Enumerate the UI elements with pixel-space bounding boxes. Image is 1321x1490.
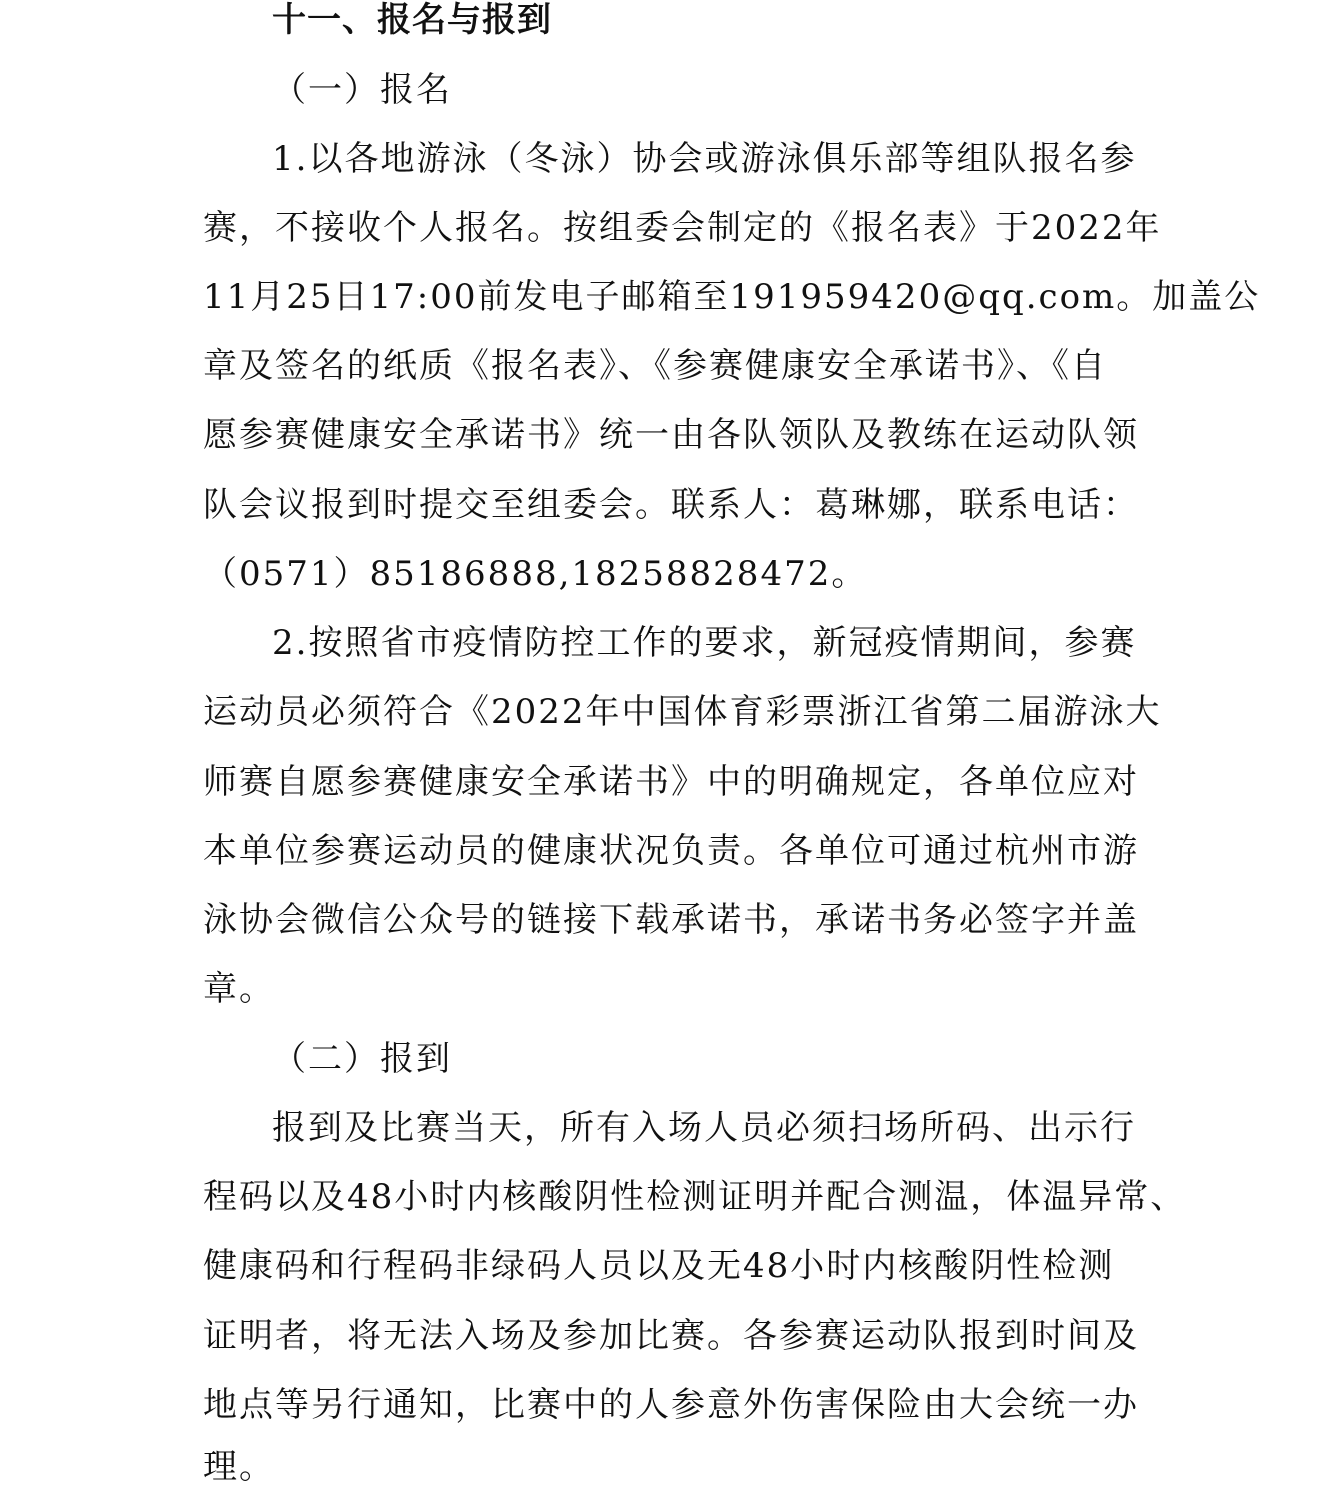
paragraph-line: 1.以各地游泳（冬泳）协会或游泳俱乐部等组队报名参 — [272, 139, 1137, 179]
paragraph-line: 本单位参赛运动员的健康状况负责。各单位可通过杭州市游 — [203, 831, 1139, 871]
paragraph-line: 报到及比赛当天，所有入场人员必须扫场所码、出示行 — [272, 1108, 1136, 1148]
paragraph-line: 程码以及48小时内核酸阴性检测证明并配合测温，体温异常、 — [203, 1177, 1187, 1217]
paragraph-line: 泳协会微信公众号的链接下载承诺书，承诺书务必签字并盖 — [203, 900, 1139, 940]
paragraph-line: 证明者，将无法入场及参加比赛。各参赛运动队报到时间及 — [203, 1316, 1139, 1356]
subsection-title-registration: （一）报名 — [272, 70, 452, 110]
paragraph-line: 赛，不接收个人报名。按组委会制定的《报名表》于2022年 — [203, 208, 1162, 248]
paragraph-line: 健康码和行程码非绿码人员以及无48小时内核酸阴性检测 — [203, 1246, 1115, 1286]
paragraph-line: 章。 — [203, 969, 275, 1009]
subsection-title-check-in: （二）报到 — [272, 1039, 452, 1079]
paragraph-line: 11月25日17:00前发电子邮箱至191959420@qq.com。加盖公 — [203, 277, 1261, 317]
section-heading: 十一、报名与报到 — [272, 0, 552, 40]
paragraph-line: 队会议报到时提交至组委会。联系人：葛琳娜，联系电话： — [203, 485, 1139, 525]
paragraph-line: 愿参赛健康安全承诺书》统一由各队领队及教练在运动队领 — [203, 415, 1139, 455]
paragraph-line: 地点等另行通知，比赛中的人参意外伤害保险由大会统一办 — [203, 1385, 1139, 1425]
paragraph-line: 2.按照省市疫情防控工作的要求，新冠疫情期间，参赛 — [272, 623, 1137, 663]
paragraph-line: （0571）85186888,18258828472。 — [203, 554, 868, 594]
paragraph-line: 章及签名的纸质《报名表》、《参赛健康安全承诺书》、《自 — [203, 346, 1107, 386]
paragraph-line: 理。 — [203, 1447, 275, 1487]
paragraph-line: 运动员必须符合《2022年中国体育彩票浙江省第二届游泳大 — [203, 692, 1162, 732]
paragraph-line: 师赛自愿参赛健康安全承诺书》中的明确规定，各单位应对 — [203, 762, 1139, 802]
